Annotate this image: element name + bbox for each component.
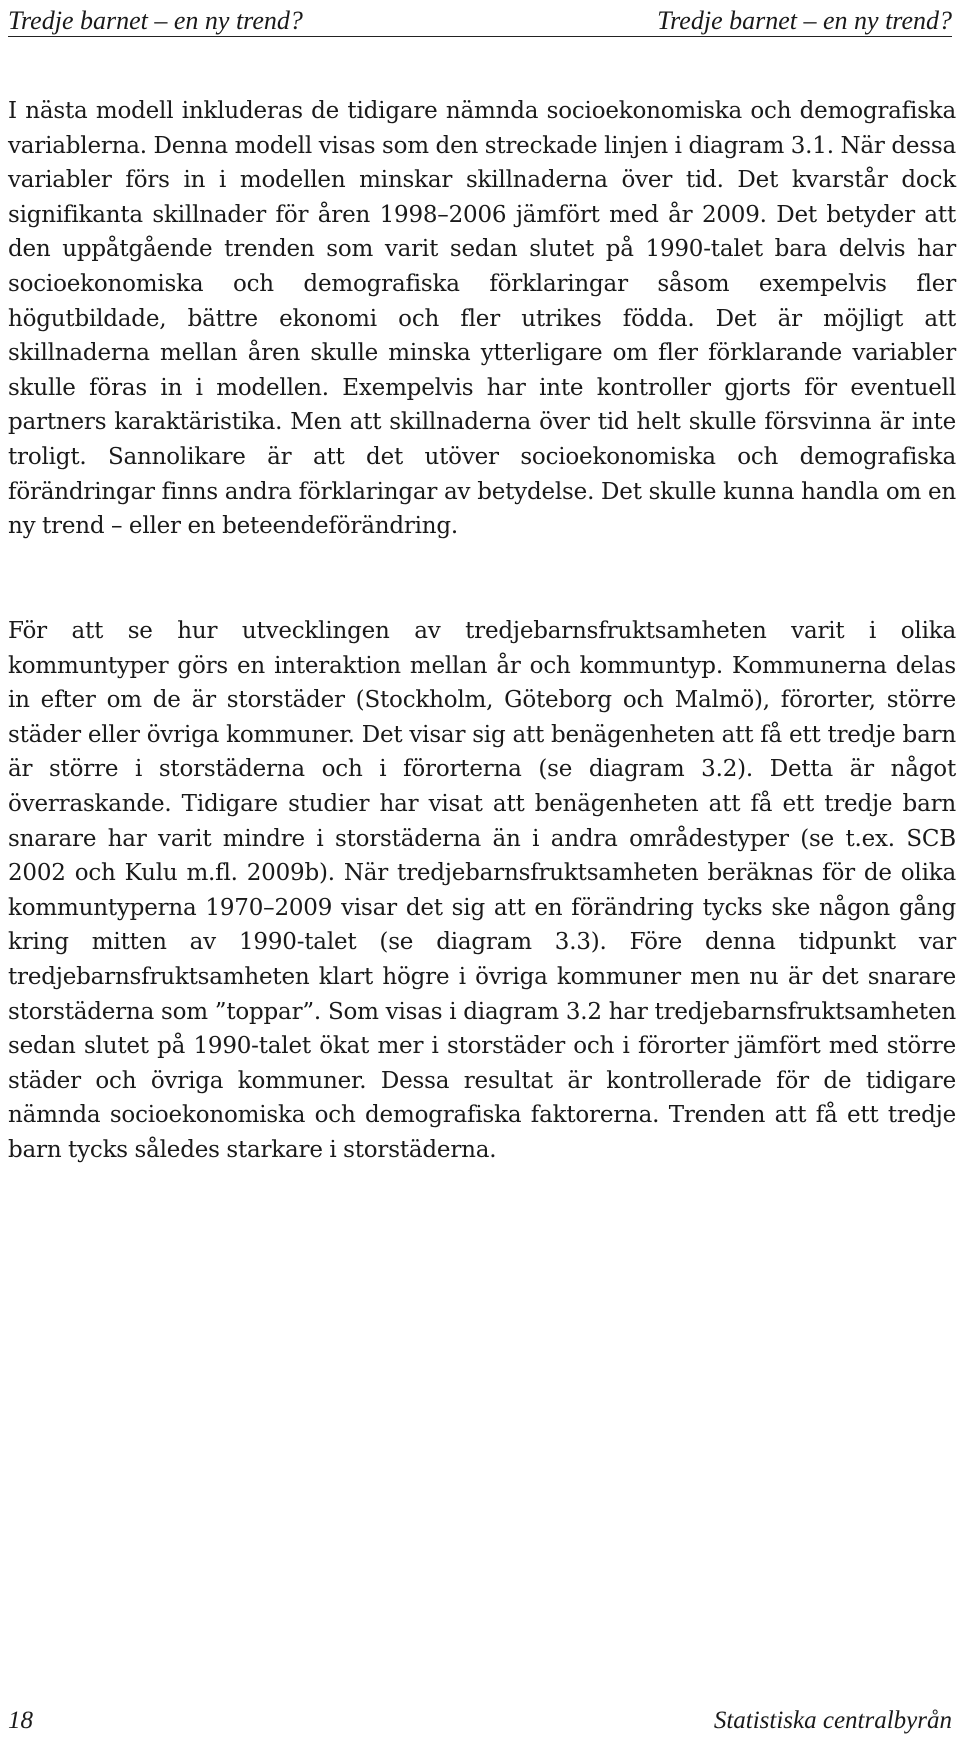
body-paragraph: I nästa modell inkluderas de tidigare nämnda socioekonomiska och demografiska variablerna. Denna modell visas som den streckade linjen i diagram 3.1. När dessa variabler förs in i modellen minskar skillnaderna över tid. Det kvarstår dock signifikanta skillnader för åren 1998–2006 jämfört med år 2009. Det betyder att den uppåtgående trenden som varit sedan slutet på 1990-talet bara delvis har socioekonomiska och demografiska förklaringar såsom exempelvis fler högutbildade, bättre ekonomi och fler utrikes födda. Det är möjligt att skillnaderna mellan åren skulle minska ytterligare om fler förklarande variabler skulle föras in i modellen. Exempelvis har inte kontroller gjorts för eventuell partners karaktäristika. Men att skillnaderna över tid helt skulle försvinna är inte troligt. Sannolikare är att det utöver socioekonomiska och demografiska förändringar finns andra förklaringar av betydelse. Det skulle kunna handla om en ny trend – eller en beteendeförändring. (8, 98, 956, 540)
body-paragraph: För att se hur utvecklingen av tredjebarnsfruktsamheten varit i olika kommuntyper görs en interaktion mellan år och kommuntyp. Kommunerna delas in efter om de är storstäder (Stockholm, Göteborg och Malmö), förorter, större städer eller övriga kommuner. Det visar sig att benägenheten att få ett tredje barn är större i storstäderna och i förorterna (se diagram 3.2). Detta är något överraskande. Tidigare studier har visat att benägenheten att få ett tredje barn snarare har varit mindre i storstäderna än i andra områdestyper (se t.ex. SCB 2002 och Kulu m.fl. 2009b). När tredjebarnsfruktsamheten beräknas för de olika kommuntyperna 1970–2009 visar det sig att en förändring tycks ske någon gång kring mitten av 1990-talet (se diagram 3.3). Före denna tidpunkt var tredjebarnsfruktsamheten klart högre i övriga kommuner men nu är det snarare storstäderna som ”toppar”. Som visas i diagram 3.2 har tredjebarnsfruktsamheten sedan slutet på 1990-talet ökat mer i storstäder och i förorter jämfört med större städer och övriga kommuner. Dessa resultat är kontrollerade för de tidigare nämnda socioekonomiska och demografiska faktorerna. Trenden att få ett tredje barn tycks således starkare i storstäderna. (8, 618, 956, 1163)
running-header (8, 6, 952, 37)
publisher-name: Statistiska centralbyrån (713, 1707, 952, 1734)
header-title-right: Tredje barnet – en ny trend? (657, 6, 952, 35)
running-footer (8, 1706, 952, 1736)
header-title-left: Tredje barnet – en ny trend? (8, 6, 303, 35)
body-paragraph-1-container (8, 94, 956, 544)
page-number: 18 (8, 1707, 33, 1734)
body-paragraph-2-container (8, 614, 956, 1168)
